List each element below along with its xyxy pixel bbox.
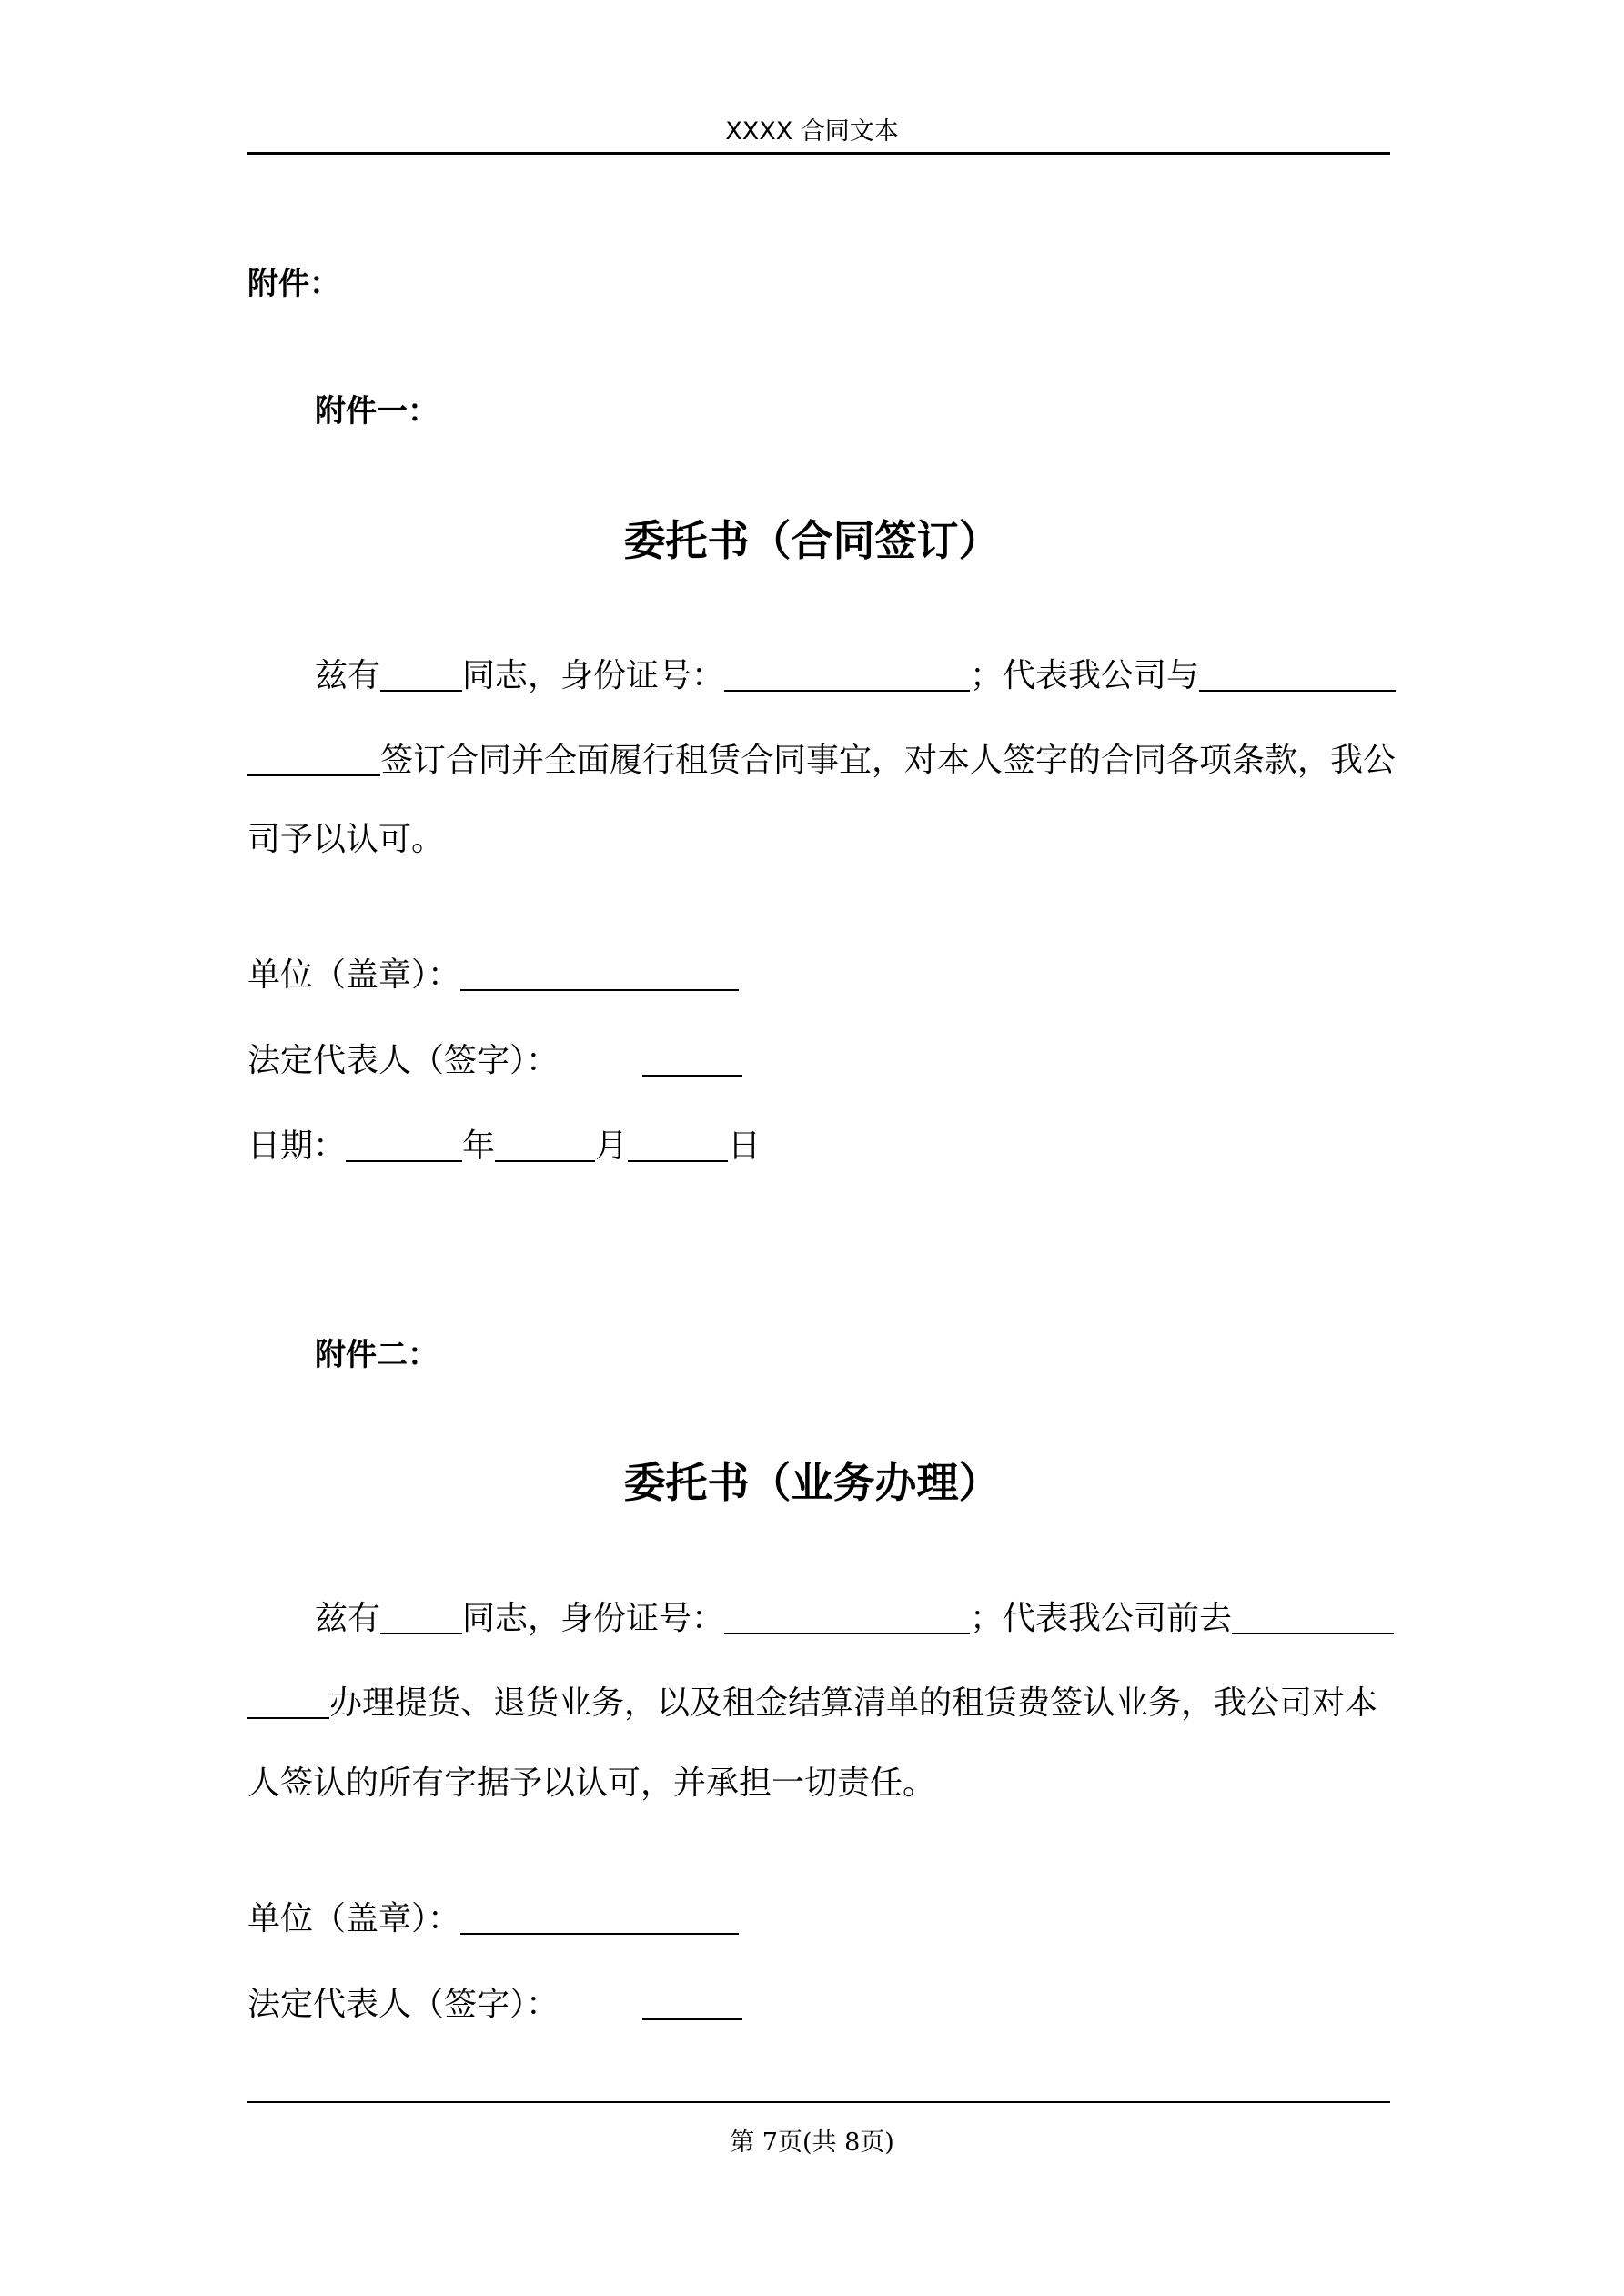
unit-label: 单位（盖章）：	[247, 1900, 461, 1937]
id-number-blank[interactable]	[724, 655, 970, 692]
attachment1-title: 委托书（合同签订）	[623, 516, 1001, 565]
legal-rep-signature-blank[interactable]	[642, 1040, 742, 1077]
attachment1-date-line	[247, 1120, 761, 1168]
name-blank[interactable]	[380, 1598, 462, 1634]
footer-rule	[247, 2101, 1390, 2103]
destination-blank[interactable]	[1232, 1598, 1394, 1634]
header-rule	[247, 152, 1390, 155]
month-label: 月	[595, 1128, 629, 1165]
attachments-heading: 附件：	[247, 266, 340, 302]
text-segment: ；代表我公司与	[970, 657, 1200, 694]
attachment1-paragraph-line2	[247, 734, 1396, 782]
attachment2-unit-line	[247, 1893, 739, 1940]
text-segment: 兹有	[315, 1600, 381, 1637]
unit-seal-blank[interactable]	[460, 955, 739, 991]
unit-seal-blank[interactable]	[460, 1898, 739, 1935]
id-number-blank[interactable]	[724, 1598, 970, 1634]
attachment2-paragraph-line2	[247, 1677, 1377, 1725]
text-segment: 人签认的所有字据予以认可，并承担一切责任。	[247, 1765, 936, 1802]
text-segment: 办理提货、退货业务，以及租金结算清单的租赁费签认业务，我公司对本	[329, 1684, 1378, 1722]
year-label: 年	[462, 1128, 496, 1165]
text-segment: 司予以认可。	[247, 821, 445, 858]
name-blank[interactable]	[380, 655, 462, 692]
destination-blank-cont[interactable]	[247, 1683, 329, 1719]
counterparty-blank[interactable]	[1199, 655, 1396, 692]
attachment2-legal-rep-line	[247, 1978, 742, 2026]
text-segment: 签订合同并全面履行租赁合同事宜，对本人签字的合同各项条款，我公	[380, 742, 1397, 779]
legal-rep-label: 法定代表人（签字）：	[247, 1986, 560, 2023]
attachment1-label: 附件一：	[315, 393, 439, 430]
day-blank[interactable]	[628, 1126, 728, 1162]
attachment2-title: 委托书（业务办理）	[623, 1458, 1001, 1507]
page-header-title: XXXX 合同文本	[725, 117, 899, 146]
text-segment: 同志，身份证号：	[462, 1600, 725, 1637]
date-label: 日期：	[247, 1128, 347, 1165]
day-label: 日	[728, 1128, 762, 1165]
text-segment: 兹有	[315, 657, 381, 694]
legal-rep-signature-blank[interactable]	[642, 1984, 742, 2020]
unit-label: 单位（盖章）：	[247, 956, 461, 994]
counterparty-blank-cont[interactable]	[247, 740, 380, 776]
attachment1-unit-line	[247, 949, 739, 996]
legal-rep-label: 法定代表人（签字）：	[247, 1042, 560, 1079]
text-segment: 同志，身份证号：	[462, 657, 725, 694]
attachment1-paragraph-line3	[247, 819, 444, 861]
page-number: 第 7页(共 8页)	[730, 2129, 894, 2157]
attachment2-paragraph-line1	[315, 1593, 1394, 1640]
attachment2-paragraph-line3	[247, 1763, 935, 1805]
year-blank[interactable]	[346, 1126, 462, 1162]
attachment1-paragraph-line1	[315, 650, 1396, 697]
text-segment: ；代表我公司前去	[970, 1600, 1233, 1637]
month-blank[interactable]	[495, 1126, 595, 1162]
attachment1-legal-rep-line	[247, 1035, 742, 1082]
attachment2-label: 附件二：	[315, 1337, 439, 1373]
